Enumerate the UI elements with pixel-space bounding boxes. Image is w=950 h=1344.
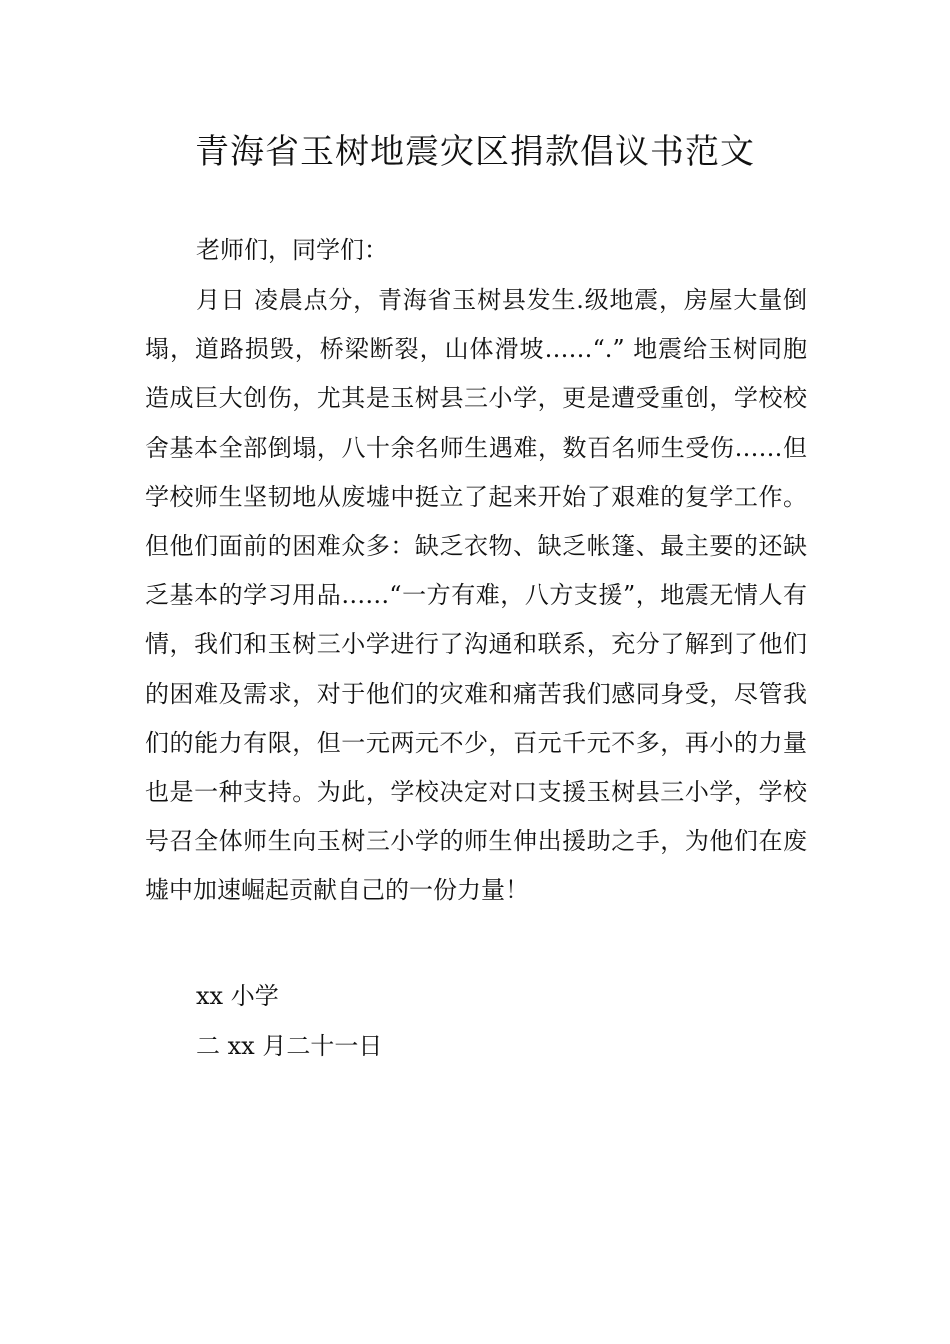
salutation: 老师们，同学们： [196, 236, 388, 264]
body-paragraph: 月日 凌晨点分，青海省玉树县发生.级地震，房屋大量倒塌，道路损毁，桥梁断裂，山体滑坡……“.” 地震给玉树同胞造成巨大创伤，尤其是玉树县三小学，更是遭受重创，学校校舍基本全部倒塌，八十余名师生遇难，数百名师生受伤……但学校师生坚韧地从废墟中挺立了起来开始了艰难的复学工作。但他们面前的困难众多：缺乏衣物、缺乏帐篷、最主要的还缺乏基本的学习用品……“一方有难，八方支援”，地震无情人有情，我们和玉树三小学进行了沟通和联系，充分了解到了他们的困难及需求，对于他们的灾难和痛苦我们感同身受，尽管我们的能力有限，但一元两元不少，百元千元不多，再小的力量也是一种支持。为此，学校决定对口支援玉树县三小学，学校号召全体师生向玉树三小学的师生伸出援助之手，为他们在废墟中加速崛起贡献自己的一份力量！ [145, 286, 807, 905]
signature-organization: xx 小学 [196, 982, 279, 1010]
document-title: 青海省玉树地震灾区捐款倡议书范文 [195, 132, 755, 172]
signature-date: 二 xx 月二十一日 [196, 1032, 383, 1060]
